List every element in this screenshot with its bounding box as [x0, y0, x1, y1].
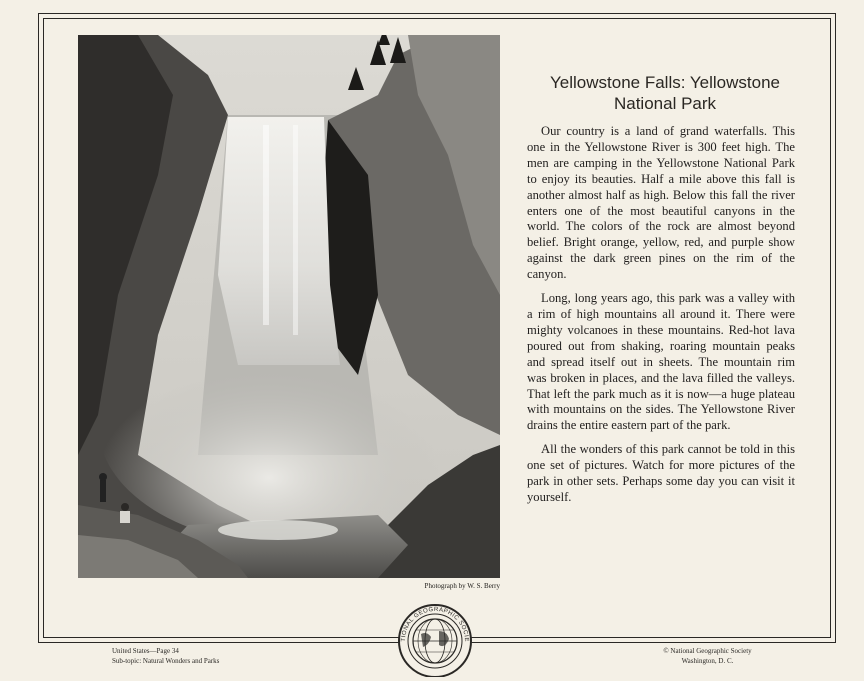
footer-right [640, 646, 775, 666]
footer-copyright: © National Geographic Society [663, 647, 752, 655]
photo-credit: Photograph by W. S. Berry [424, 582, 500, 590]
waterfall-photograph [78, 35, 500, 578]
paragraph-3: All the wonders of this park cannot be told in this one set of pictures. Watch for more pictures of the park in other sets. Perhaps some day you can visit it yourself. [527, 442, 795, 504]
page-title: Yellowstone Falls: Yellowstone National Park [550, 73, 780, 113]
footer-subtopic: Sub-topic: Natural Wonders and Parks [112, 657, 220, 665]
footer-left [112, 646, 219, 666]
paragraph-1: Our country is a land of grand waterfalls. This one in the Yellowstone River is 300 feet high. The men are camping in the Yellowstone National Park to enjoy its beauties. Half a mile above this fall is another almost half as high. Below this fall the river enters one of the most beautiful canyons in the world. The colors of the rock are almost beyond belief. Bright orange, yellow, red, and purple show against the dark green pines on the rim of the canyon. [527, 124, 795, 282]
footer-page: United States—Page 34 [112, 647, 179, 655]
seal-text: TIONAL GEOGRAPHIC SOCIE [400, 606, 470, 643]
footer-location: Washington, D. C. [681, 657, 734, 665]
national-geographic-seal [391, 601, 479, 677]
paragraph-2: Long, long years ago, this park was a valley with a rim of high mountains all around it. There were mighty volcanoes in these mountains. Red-hot lava poured out from shaking, roaring mountain peaks and spread itself out in sheets. The mountain rim was broken in places, and the lava filled the valleys. That left the park much as it is now—a huge plateau with mountains on the sides. The Yellowstone River drains the entire eastern part of the park. [527, 291, 795, 433]
article-body [527, 124, 795, 514]
